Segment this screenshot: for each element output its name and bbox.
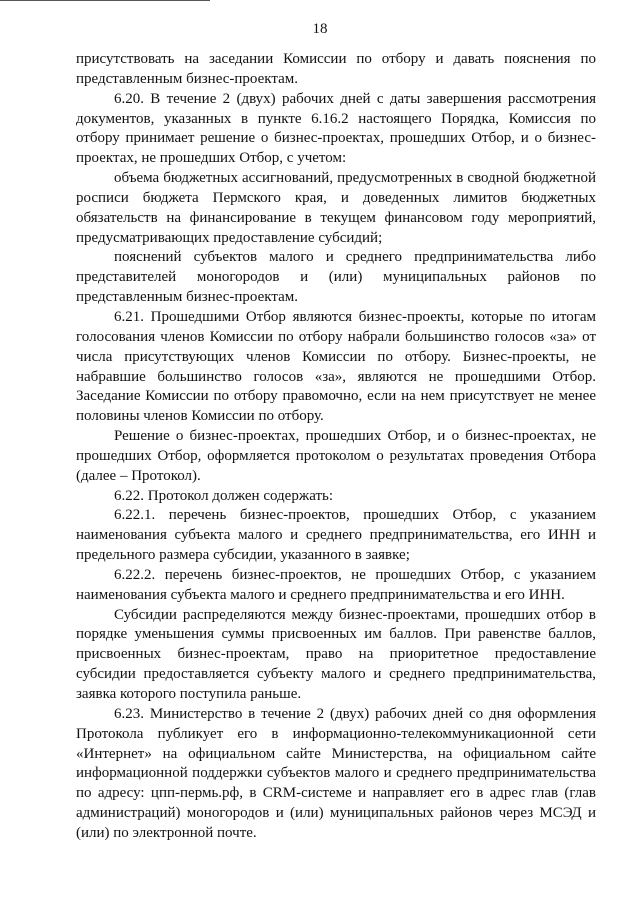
page-number: 18 — [312, 21, 328, 37]
top-border-line — [0, 0, 210, 1]
paragraph-explanations: пояснений субъектов малого и среднего предпринимательства либо представителей моногородов и (или) муниципальных районов по представленным бизнес-проектам. — [76, 249, 596, 306]
paragraph-6-20: 6.20. В течение 2 (двух) рабочих дней с даты завершения рассмотрения документов, указанных в пункте 6.16.2 настоящего Порядка, Комиссия по отбору принимает решение о бизнес-проектах, прошедших Отбор, и о бизнес-проектах, не прошедших Отбор, с учетом: — [76, 90, 596, 167]
document-body — [76, 50, 596, 844]
paragraph-6-22-2: 6.22.2. перечень бизнес-проектов, не прошедших Отбор, с указанием наименования субъекта малого и среднего предпринимательства и его ИНН. — [76, 566, 596, 603]
paragraph-decision-protocol: Решение о бизнес-проектах, прошедших Отбор, и о бизнес-проектах, не прошедших Отбор, оформляется протоколом о результатах проведения Отбора (далее – Протокол). — [76, 428, 596, 484]
paragraph-subsidy-distribution: Субсидии распределяются между бизнес-проектами, прошедших отбор в порядке уменьшения суммы присвоенных им баллов. При равенстве баллов, присвоенных бизнес-проектам, право на приоритетное предоставление субсидии предоставляется субъекту малого и среднего предпринимательства, заявка которого поступила раньше. — [76, 606, 596, 702]
paragraph-6-22: 6.22. Протокол должен содержать: — [114, 487, 334, 504]
paragraph-6-21: 6.21. Прошедшими Отбор являются бизнес-проекты, которые по итогам голосования членов Комиссии по отбору набрали большинство голосов «за» от числа присутствующих членов Комиссии по отбору. Бизнес-проекты, не набравшие большинство голосов «за», являются не прошедшими Отбор. Заседание Комиссии по отбору правомочно, если на нем присутствует не менее половины членов Комиссии по отбору. — [76, 308, 596, 425]
paragraph-6-23: 6.23. Министерство в течение 2 (двух) рабочих дней со дня оформления Протокола публикует его в информационно-телекоммуникационной сети «Интернет» на официальном сайте Министерства, на официальном сайте информационной поддержки субъектов малого и среднего предпринимательства по адресу: цпп-пермь.рф, в CRM-системе и направляет его в адрес глав (глав администраций) моногородов и (или) муниципальных районов через МСЭД и (или) по электронной почте. — [76, 705, 596, 841]
paragraph-continuation: присутствовать на заседании Комиссии по отбору и давать пояснения по представленным бизнес-проектам. — [76, 51, 596, 87]
paragraph-6-22-1: 6.22.1. перечень бизнес-проектов, прошедших Отбор, с указанием наименования субъекта малого и среднего предпринимательства, его ИНН и предельного размера субсидии, указанного в заявке; — [76, 507, 596, 564]
paragraph-budget-volume: объема бюджетных ассигнований, предусмотренных в сводной бюджетной росписи бюджета Пермского края, и доведенных лимитов бюджетных обязательств на финансирование в текущем финансовом году мероприятий, предусматривающих предоставление субсидий; — [76, 170, 596, 246]
